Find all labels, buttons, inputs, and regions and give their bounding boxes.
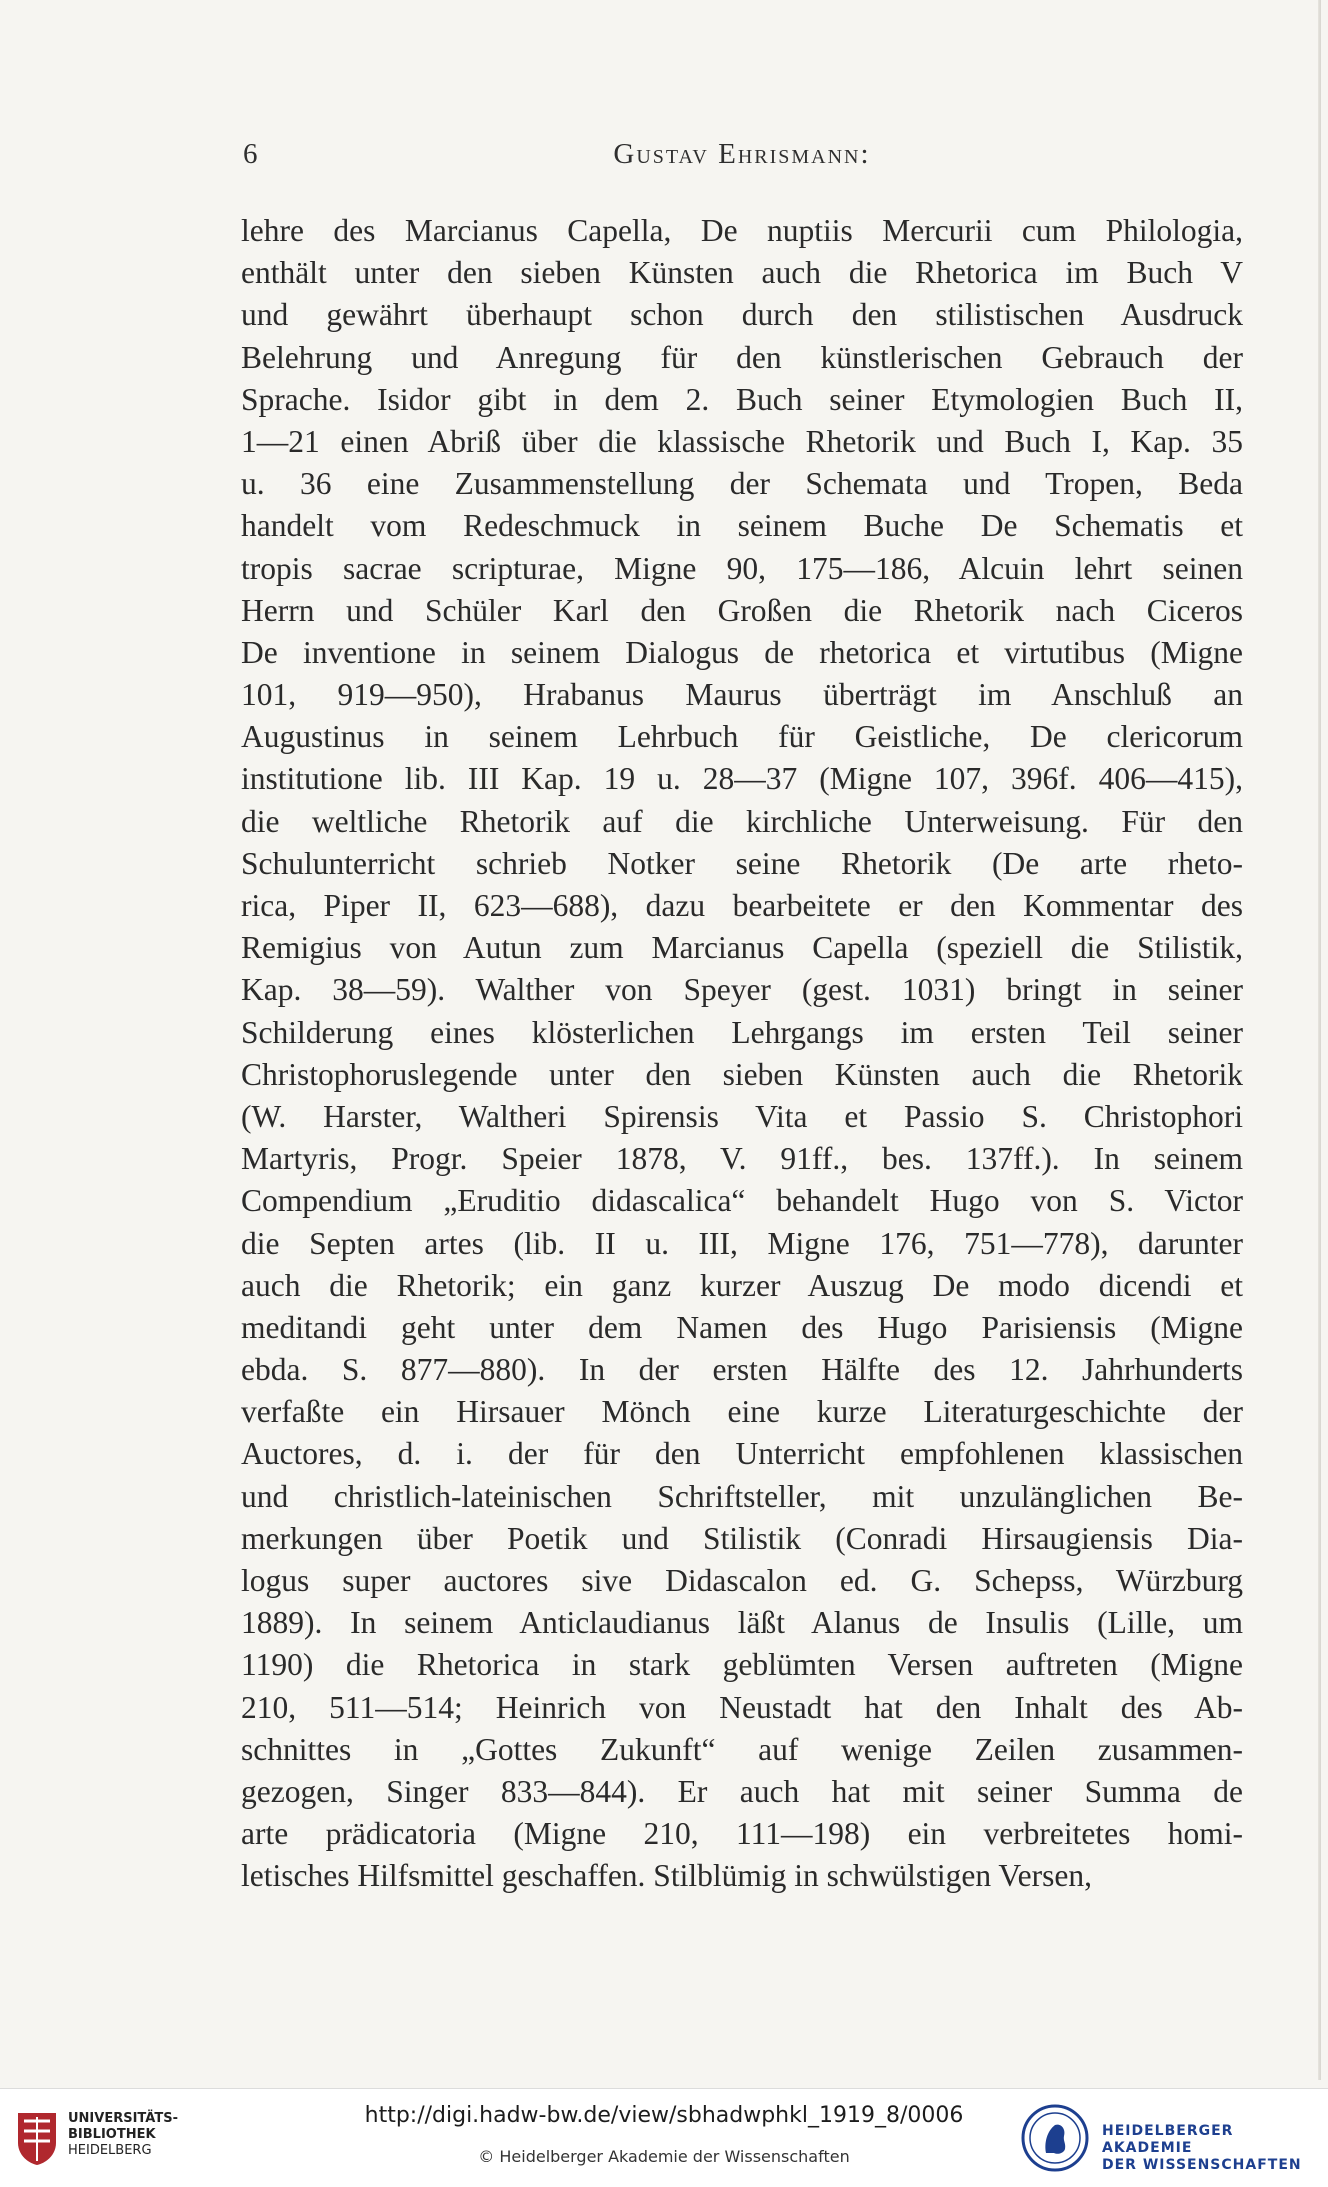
text-line: und gewährt überhaupt schon durch den stilistischen Ausdruck bbox=[241, 297, 1243, 333]
text-line: Schulunterricht schrieb Notker seine Rhetorik (De arte rheto- bbox=[241, 845, 1243, 881]
text-line: letisches Hilfsmittel geschaffen. Stilblümig in schwülstigen Versen, bbox=[241, 1858, 1092, 1894]
running-head: Gustav Ehrismann: bbox=[613, 138, 871, 170]
text-line: verfaßte ein Hirsauer Mönch eine kurze Literaturgeschichte der bbox=[241, 1394, 1243, 1430]
text-line: Herrn und Schüler Karl den Großen die Rhetorik nach Ciceros bbox=[241, 592, 1243, 628]
page-number: 6 bbox=[243, 138, 258, 170]
copyright-notice: © Heidelberger Akademie der Wissenschaften bbox=[478, 2147, 850, 2166]
text-line: lehre des Marcianus Capella, De nuptiis Mercurii cum Philologia, bbox=[241, 213, 1243, 248]
text-line: De inventione in seinem Dialogus de rhetorica et virtutibus (Migne bbox=[241, 634, 1243, 670]
text-line: Kap. 38—59). Walther von Speyer (gest. 1031) bringt in seiner bbox=[241, 972, 1243, 1008]
text-line: (W. Harster, Waltheri Spirensis Vita et Passio S. Christophori bbox=[241, 1098, 1243, 1134]
academy-name-line: HEIDELBERGER AKADEMIE bbox=[1102, 2123, 1234, 2156]
text-line: ebda. S. 877—880). In der ersten Hälfte des 12. Jahrhunderts bbox=[241, 1352, 1243, 1388]
page-header bbox=[243, 138, 1241, 178]
text-line: schnittes in „Gottes Zukunft“ auf wenige Zeilen zusammen- bbox=[241, 1731, 1243, 1767]
text-line: die Septen artes (lib. II u. III, Migne 176, 751—778), darunter bbox=[241, 1225, 1243, 1261]
text-line: Auctores, d. i. der für den Unterricht empfohlenen klassischen bbox=[241, 1436, 1243, 1472]
text-line: die weltliche Rhetorik auf die kirchliche Unterweisung. Für den bbox=[241, 803, 1243, 839]
library-name-line: BIBLIOTHEK bbox=[68, 2127, 156, 2142]
text-line: Compendium „Eruditio didascalica“ behandelt Hugo von S. Victor bbox=[241, 1183, 1243, 1219]
text-line: Remigius von Autun zum Marcianus Capella (speziell die Stilistik, bbox=[241, 930, 1243, 966]
text-line: tropis sacrae scripturae, Migne 90, 175—186, Alcuin lehrt seinen bbox=[241, 550, 1243, 586]
text-line: logus super auctores sive Didascalon ed. G. Schepss, Würzburg bbox=[241, 1563, 1243, 1598]
text-line: Martyris, Progr. Speier 1878, V. 91ff., bes. 137ff.). In seinem bbox=[241, 1141, 1243, 1177]
page-edge bbox=[1318, 0, 1321, 2080]
text-line: 1—21 einen Abriß über die klassische Rhetorik und Buch I, Kap. 35 bbox=[241, 423, 1243, 459]
text-line: institutione lib. III Kap. 19 u. 28—37 (Migne 107, 396f. 406—415), bbox=[241, 761, 1243, 797]
text-line: Belehrung und Anregung für den künstlerischen Gebrauch der bbox=[241, 339, 1243, 375]
text-line: 101, 919—950), Hrabanus Maurus überträgt im Anschluß an bbox=[241, 677, 1243, 713]
academy-logo[interactable] bbox=[1020, 2103, 1320, 2173]
text-line: Christophoruslegende unter den sieben Künsten auch die Rhetorik bbox=[241, 1056, 1243, 1092]
text-line: arte prädicatoria (Migne 210, 111—198) ein verbreitetes homi- bbox=[241, 1816, 1243, 1852]
text-line: auch die Rhetorik; ein ganz kurzer Auszug De modo dicendi et bbox=[241, 1267, 1243, 1303]
academy-seal-icon bbox=[1020, 2103, 1090, 2173]
document-url-link[interactable]: http://digi.hadw-bw.de/view/sbhadwphkl_1919_8/0006 bbox=[364, 2103, 964, 2128]
text-line: Sprache. Isidor gibt in dem 2. Buch seiner Etymologien Buch II, bbox=[241, 381, 1243, 417]
academy-name-line: DER WISSENSCHAFTEN bbox=[1102, 2157, 1302, 2173]
text-line: meditandi geht unter dem Namen des Hugo Parisiensis (Migne bbox=[241, 1309, 1243, 1345]
text-line: rica, Piper II, 623—688), dazu bearbeitete er den Kommentar des bbox=[241, 888, 1243, 923]
body-text bbox=[241, 210, 1243, 1898]
text-line: handelt vom Redeschmuck in seinem Buche De Schematis et bbox=[241, 508, 1243, 544]
text-line: gezogen, Singer 833—844). Er auch hat mit seiner Summa de bbox=[241, 1773, 1243, 1809]
text-line: und christlich-lateinischen Schriftsteller, mit unzulänglichen Be- bbox=[241, 1478, 1243, 1514]
text-line: Schilderung eines klösterlichen Lehrgangs im ersten Teil seiner bbox=[241, 1014, 1243, 1050]
text-line: enthält unter den sieben Künsten auch die Rhetorica im Buch V bbox=[241, 255, 1243, 291]
text-line: Augustinus in seinem Lehrbuch für Geistliche, De clericorum bbox=[241, 719, 1243, 755]
text-line: 1889). In seinem Anticlaudianus läßt Alanus de Insulis (Lille, um bbox=[241, 1605, 1243, 1641]
library-name-line: UNIVERSITÄTS- bbox=[68, 2111, 178, 2126]
academy-name bbox=[1102, 2123, 1320, 2174]
text-line: 210, 511—514; Heinrich von Neustadt hat den Inhalt des Ab- bbox=[241, 1689, 1243, 1725]
text-line: 1190) die Rhetorica in stark geblümten Versen auftreten (Migne bbox=[241, 1647, 1243, 1683]
text-line: u. 36 eine Zusammenstellung der Schemata und Tropen, Beda bbox=[241, 466, 1243, 502]
text-line: merkungen über Poetik und Stilistik (Conradi Hirsaugiensis Dia- bbox=[241, 1520, 1243, 1556]
library-name-line: HEIDELBERG bbox=[68, 2143, 152, 2158]
viewer-footer bbox=[0, 2088, 1328, 2187]
